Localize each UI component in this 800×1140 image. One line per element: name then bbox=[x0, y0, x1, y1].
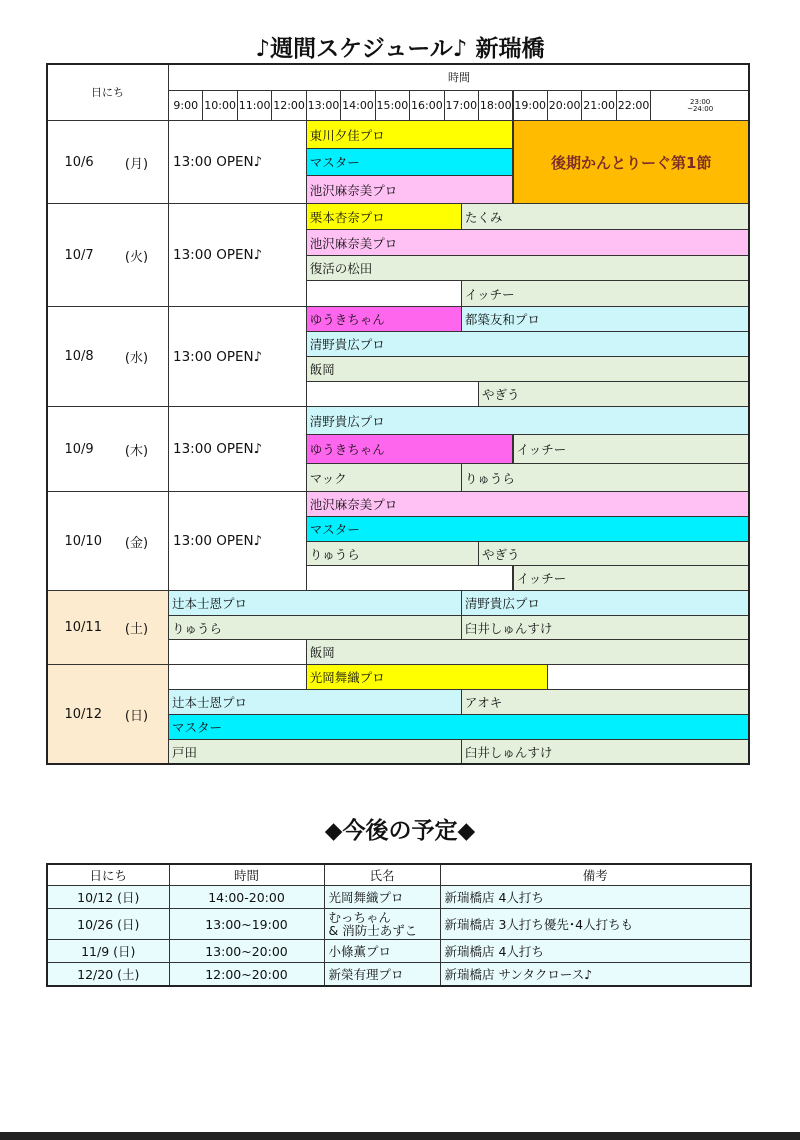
day-date bbox=[46, 406, 169, 492]
league-event: 後期かんとりーぐ第1節 bbox=[513, 120, 751, 204]
shift-slot: 復活の松田 bbox=[306, 255, 750, 281]
hour-label: 22:00 bbox=[616, 90, 651, 121]
shift-slot: 池沢麻奈美プロ bbox=[306, 175, 514, 204]
upcoming-date: 11/9 (日) bbox=[47, 940, 169, 963]
upcoming-time: 12:00~20:00 bbox=[169, 963, 324, 987]
upcoming-header-date: 日にち bbox=[47, 864, 169, 886]
bottom-bar bbox=[0, 1132, 800, 1140]
late-hour-top: 23:00 bbox=[690, 97, 711, 106]
day-open-note: 13:00 OPEN♪ bbox=[168, 306, 324, 407]
shift-slot: 東川夕佳プロ bbox=[306, 120, 514, 149]
upcoming-note: 新瑞橋店 4人打ち bbox=[440, 940, 751, 963]
date-header: 日にち bbox=[46, 63, 169, 121]
hour-label: 21:00 bbox=[581, 90, 616, 121]
upcoming-name: むっちゃん bbox=[328, 910, 392, 925]
shift-slot: 臼井しゅんすけ bbox=[461, 615, 750, 640]
time-header: 時間 bbox=[168, 63, 750, 91]
upcoming-row bbox=[47, 886, 751, 909]
day-open-note: 13:00 OPEN♪ bbox=[168, 203, 324, 307]
shift-slot: アオキ bbox=[461, 689, 750, 715]
hour-label: 19:00 bbox=[513, 90, 548, 121]
upcoming-row bbox=[47, 909, 751, 940]
day-date bbox=[46, 590, 169, 665]
shift-slot: やぎう bbox=[478, 541, 750, 566]
day-date-text: 10/11 bbox=[64, 620, 102, 635]
upcoming-title: ◆今後の予定◆ bbox=[324, 818, 476, 844]
day-open-note: 13:00 OPEN♪ bbox=[168, 120, 324, 204]
day-date bbox=[46, 306, 169, 407]
hour-label: 15:00 bbox=[375, 90, 410, 121]
day-weekday: (月) bbox=[124, 156, 149, 172]
shift-slot: 辻本士恩プロ bbox=[168, 590, 462, 616]
day-weekday: (日) bbox=[124, 709, 149, 724]
day-date-text: 10/12 bbox=[64, 707, 102, 722]
hour-label: 17:00 bbox=[444, 90, 479, 121]
empty-slot bbox=[168, 639, 307, 665]
upcoming-name: 小條薫プロ bbox=[324, 940, 440, 963]
hour-label: 9:00 bbox=[168, 90, 203, 121]
upcoming-row bbox=[47, 963, 751, 987]
day-open-note: 13:00 OPEN♪ bbox=[168, 491, 324, 591]
shift-slot: マスター bbox=[168, 714, 750, 740]
shift-slot: イッチー bbox=[513, 565, 751, 591]
upcoming-header-time: 時間 bbox=[169, 864, 324, 886]
day-date-text: 10/6 bbox=[64, 154, 94, 170]
upcoming-note: 新瑞橋店 サンタクロース♪ bbox=[440, 963, 751, 987]
upcoming-name-cell bbox=[324, 909, 440, 940]
shift-slot: 清野貴広プロ bbox=[306, 406, 750, 435]
shift-slot: 臼井しゅんすけ bbox=[461, 739, 750, 765]
day-weekday: (水) bbox=[124, 351, 149, 366]
upcoming-header-row bbox=[47, 864, 751, 886]
shift-slot: 池沢麻奈美プロ bbox=[306, 229, 750, 256]
late-hour-label bbox=[650, 90, 750, 121]
shift-slot: たくみ bbox=[461, 203, 750, 230]
empty-slot bbox=[306, 280, 462, 307]
shift-slot: 飯岡 bbox=[306, 639, 750, 665]
shift-slot: 栗本杏奈プロ bbox=[306, 203, 462, 230]
shift-slot: 清野貴広プロ bbox=[461, 590, 750, 616]
page-title: ♪週間スケジュール♪ 新瑞橋 bbox=[255, 36, 545, 62]
upcoming-table bbox=[46, 863, 752, 987]
shift-slot: 清野貴広プロ bbox=[306, 331, 750, 357]
day-date bbox=[46, 491, 169, 591]
shift-slot: 戸田 bbox=[168, 739, 462, 765]
shift-slot: マック bbox=[306, 463, 462, 492]
hour-label: 18:00 bbox=[478, 90, 513, 121]
empty-slot bbox=[547, 664, 750, 690]
shift-slot: マスター bbox=[306, 148, 514, 176]
hour-label: 14:00 bbox=[340, 90, 375, 121]
upcoming-date: 12/20 (土) bbox=[47, 963, 169, 987]
late-hour-bottom: ~24:00 bbox=[687, 104, 714, 113]
hour-label: 13:00 bbox=[306, 90, 341, 121]
shift-slot: イッチー bbox=[461, 280, 750, 307]
shift-slot: ゆうきちゃん bbox=[306, 306, 462, 332]
hour-label: 11:00 bbox=[237, 90, 272, 121]
upcoming-date: 10/12 (日) bbox=[47, 886, 169, 909]
hour-label: 16:00 bbox=[409, 90, 444, 121]
day-date-text: 10/9 bbox=[64, 441, 94, 457]
shift-slot: 飯岡 bbox=[306, 356, 750, 382]
day-date bbox=[46, 120, 169, 204]
upcoming-name: 新榮有理プロ bbox=[324, 963, 440, 987]
day-weekday: (金) bbox=[124, 535, 149, 551]
empty-slot bbox=[306, 565, 514, 591]
shift-slot: イッチー bbox=[513, 434, 751, 464]
upcoming-name: 光岡舞織プロ bbox=[324, 886, 440, 909]
shift-slot: やぎう bbox=[478, 381, 750, 407]
hour-label: 12:00 bbox=[271, 90, 306, 121]
upcoming-time: 13:00~19:00 bbox=[169, 909, 324, 940]
shift-slot: 都築友和プロ bbox=[461, 306, 750, 332]
shift-slot: りゅうら bbox=[461, 463, 750, 492]
shift-slot: りゅうら bbox=[306, 541, 479, 566]
day-date-text: 10/7 bbox=[64, 247, 94, 263]
upcoming-date: 10/26 (日) bbox=[47, 909, 169, 940]
shift-slot: 池沢麻奈美プロ bbox=[306, 491, 750, 517]
day-weekday: (土) bbox=[124, 622, 149, 637]
day-open-note: 13:00 OPEN♪ bbox=[168, 406, 324, 492]
upcoming-row bbox=[47, 940, 751, 963]
hour-label: 10:00 bbox=[202, 90, 237, 121]
upcoming-time: 13:00~20:00 bbox=[169, 940, 324, 963]
day-weekday: (木) bbox=[124, 443, 149, 459]
hour-label: 20:00 bbox=[547, 90, 582, 121]
day-date bbox=[46, 203, 169, 307]
upcoming-note: 新瑞橋店 4人打ち bbox=[440, 886, 751, 909]
upcoming-name-second: & 消防士あずこ bbox=[328, 923, 418, 938]
upcoming-time: 14:00-20:00 bbox=[169, 886, 324, 909]
shift-slot: 光岡舞織プロ bbox=[306, 664, 548, 690]
shift-slot: マスター bbox=[306, 516, 750, 542]
shift-slot: りゅうら bbox=[168, 615, 462, 640]
day-weekday: (火) bbox=[124, 249, 149, 265]
shift-slot: ゆうきちゃん bbox=[306, 434, 514, 464]
day-date bbox=[46, 664, 169, 765]
upcoming-header-note: 備考 bbox=[440, 864, 751, 886]
empty-slot bbox=[306, 381, 479, 407]
upcoming-note: 新瑞橋店 3人打ち優先･4人打ちも bbox=[440, 909, 751, 940]
shift-slot: 辻本士恩プロ bbox=[168, 689, 462, 715]
day-date-text: 10/8 bbox=[64, 349, 94, 364]
day-date-text: 10/10 bbox=[64, 533, 102, 549]
upcoming-header-name: 氏名 bbox=[324, 864, 440, 886]
empty-slot bbox=[168, 664, 307, 690]
